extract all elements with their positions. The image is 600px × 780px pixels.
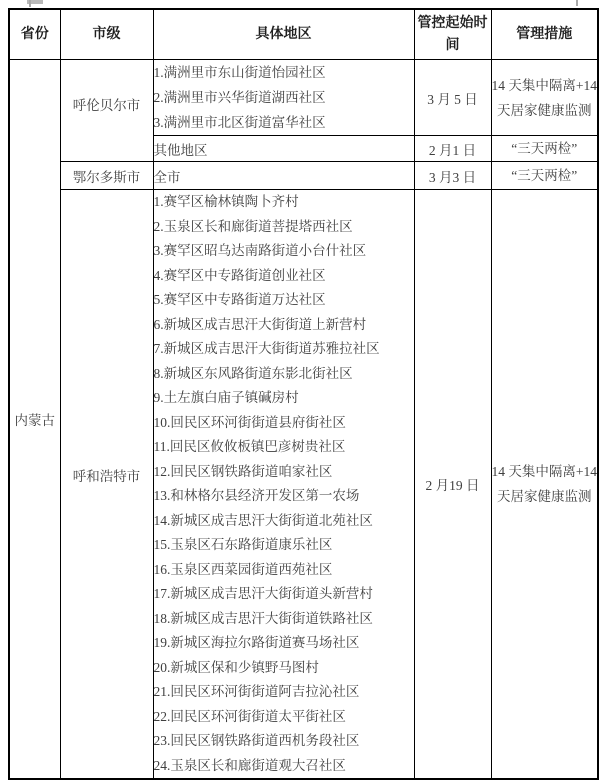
area-list (154, 190, 414, 778)
measure-line: 14 天集中隔离+14 (491, 77, 597, 93)
area-item: 24.玉泉区长和廊街道观大召社区 (153, 757, 346, 773)
covid-control-measures-table (8, 8, 599, 780)
city-cell-ordos: 鄂尔多斯市 (60, 162, 153, 190)
area-item: 2.玉泉区长和廊街道菩提塔西社区 (153, 218, 353, 234)
area-list (154, 60, 414, 135)
area-item: 10.回民区环河街街道县府街社区 (153, 414, 346, 430)
area-item: 1.赛罕区榆林镇陶卜齐村 (153, 194, 299, 209)
area-item: 14.新城区成吉思汗大街街道北苑社区 (153, 512, 373, 528)
area-item: 16.玉泉区西菜园街道西苑社区 (153, 561, 333, 577)
crop-artifact (576, 0, 578, 6)
area-item: 18.新城区成吉思汗大街街道铁路社区 (153, 610, 373, 626)
areas-cell: 全市 (153, 162, 414, 190)
area-item: 8.新城区东风路街道东影北街社区 (153, 365, 353, 381)
city-cell-hohhot: 呼和浩特市 (60, 190, 153, 780)
area-item: 20.新城区保和少镇野马图村 (153, 659, 319, 675)
province-cell: 内蒙古 (9, 60, 60, 780)
areas-cell (153, 60, 414, 136)
crop-artifact (29, 0, 31, 7)
measure-cell: “三天两检” (491, 136, 598, 162)
area-item: 4.赛罕区中专路街道创业社区 (153, 267, 326, 283)
area-item: 1.满洲里市东山街道怡园社区 (153, 65, 326, 80)
measure-line: 14 天集中隔离+14 (491, 464, 597, 479)
area-item: 7.新城区成吉思汗大街街道苏雅拉社区 (153, 341, 380, 356)
table-row-ordos (9, 162, 598, 190)
start-date-cell: 2 月19 日 (414, 190, 491, 780)
areas-cell (153, 190, 414, 780)
area-item: 13.和林格尔县经济开发区第一农场 (153, 488, 360, 503)
table-header-row (9, 9, 598, 60)
table-row-hulunbuir-communities (9, 60, 598, 136)
col-header-area: 具体地区 (153, 9, 414, 60)
table-row-hohhot (9, 190, 598, 780)
area-item: 2.满洲里市兴华街道湖西社区 (153, 90, 326, 105)
area-item: 3.赛罕区昭乌达南路街道小台什社区 (153, 243, 367, 258)
area-item: 21.回民区环河街街道阿吉拉沁社区 (153, 684, 360, 699)
col-header-start-time: 管控起始时间 (414, 9, 491, 60)
area-item: 23.回民区钢铁路街道西机务段社区 (153, 733, 360, 748)
area-item: 6.新城区成吉思汗大街街道上新营村 (153, 316, 367, 332)
col-header-measures: 管理措施 (491, 9, 598, 60)
measure-cell: “三天两检” (491, 162, 598, 190)
col-header-province: 省份 (9, 9, 60, 60)
area-item: 22.回民区环河街街道太平街社区 (153, 708, 346, 724)
city-cell-hulunbuir: 呼伦贝尔市 (60, 60, 153, 162)
area-item: 11.回民区攸攸板镇巴彦树贵社区 (153, 439, 346, 454)
area-item: 5.赛罕区中专路街道万达社区 (153, 292, 326, 307)
area-item: 3.满洲里市北区街道富华社区 (153, 115, 326, 130)
measure-line: 天居家健康监测 (497, 489, 592, 504)
measure-line: 天居家健康监测 (497, 102, 592, 118)
area-item: 19.新城区海拉尔路街道赛马场社区 (153, 635, 360, 650)
area-item: 15.玉泉区石东路街道康乐社区 (153, 537, 333, 552)
start-date-cell: 2 月1 日 (414, 136, 491, 162)
start-date-cell: 3 月 5 日 (414, 60, 491, 136)
measure-cell (491, 190, 598, 780)
start-date-cell: 3 月3 日 (414, 162, 491, 190)
area-item: 17.新城区成吉思汗大街街道头新营村 (153, 586, 373, 601)
area-item: 9.土左旗白庙子镇碱房村 (153, 390, 299, 405)
measure-cell (491, 60, 598, 136)
col-header-city: 市级 (60, 9, 153, 60)
areas-cell: 其他地区 (153, 136, 414, 162)
area-item: 12.回民区钢铁路街道咱家社区 (153, 463, 333, 479)
